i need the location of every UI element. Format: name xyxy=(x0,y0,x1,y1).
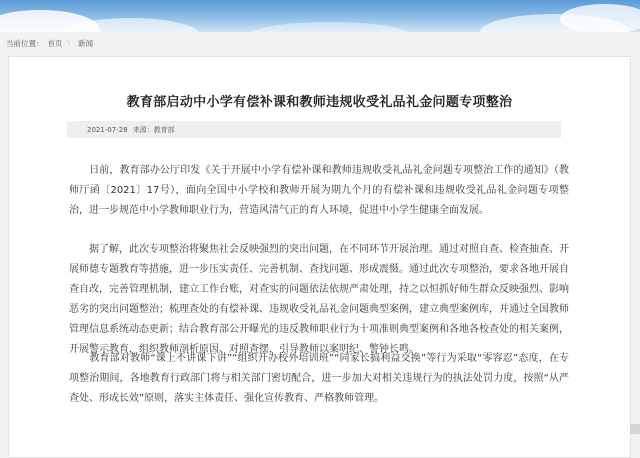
breadcrumb-separator-icon: 〉 xyxy=(66,38,74,48)
article-meta-bar xyxy=(67,121,561,138)
article-title: 教育部启动中小学有偿补课和教师违规收受礼品礼金问题专项整治 xyxy=(126,95,513,110)
article-source: 来源：教育部 xyxy=(132,125,175,134)
article-paragraph: 日前，教育部办公厅印发《关于开展中小学有偿补课和教师违规收受礼品礼金问题专项整治工作的通知》（教师厅函〔2021〕17号），面向全国中小学校和教师开展为期九个月的有偿补课和违规收受礼品礼金问题专项整治，进一步规范中小学教师职业行为，营造风清气正的育人环境，促进中小学生健康全面发展。 xyxy=(69,165,569,216)
article-date: 2021-07-28 xyxy=(87,125,128,134)
breadcrumb-news-link[interactable]: 新闻 xyxy=(78,38,93,48)
article-card xyxy=(8,56,631,458)
scroll-to-top-button[interactable] xyxy=(630,424,640,434)
cloud-decoration xyxy=(560,4,640,32)
cloud-decoration xyxy=(250,22,410,32)
header-banner xyxy=(0,0,640,32)
article-paragraph: 教育部对教师“课上不讲课下讲”“组织开办校外培训班”“同家长搞利益交换”等行为采取“零容忍”态度，在专项整治期间，各地教育行政部门将与相关部门密切配合，进一步加大对相关违规行为的执法处罚力度，按照“从严查处、形成长效”原则，落实主体责任、强化宣传教育、严格教师管理。 xyxy=(69,353,569,404)
breadcrumb-prefix: 当前位置： xyxy=(6,38,44,48)
breadcrumb xyxy=(6,37,93,49)
article-paragraph: 据了解，此次专项整治将聚焦社会反映强烈的突出问题，在不同环节开展治理。通过对照自查、检查抽查、开展师德专题教育等措施，进一步压实责任、完善机制、查找问题、形成震慑。通过此次专项整治，要求各地开展自查自改，完善管理机制，建立工作台账，对查实的问题依法依规严肃处理，持之以恒抓好师生群众反映强烈、影响恶劣的突出问题整治；梳理查处的有偿补课、违规收受礼品礼金问题典型案例，建立典型案例库，并通过全国教师管理信息系统动态更新；结合教育部公开曝光的违反教师职业行为十项准则典型案例和各地各校查处的相关案例，开展警示教育，组织教师剖析原因、对照查摆，引导教师以案明纪、警钟长鸣。 xyxy=(69,244,569,355)
breadcrumb-home-link[interactable]: 首页 xyxy=(47,38,63,48)
